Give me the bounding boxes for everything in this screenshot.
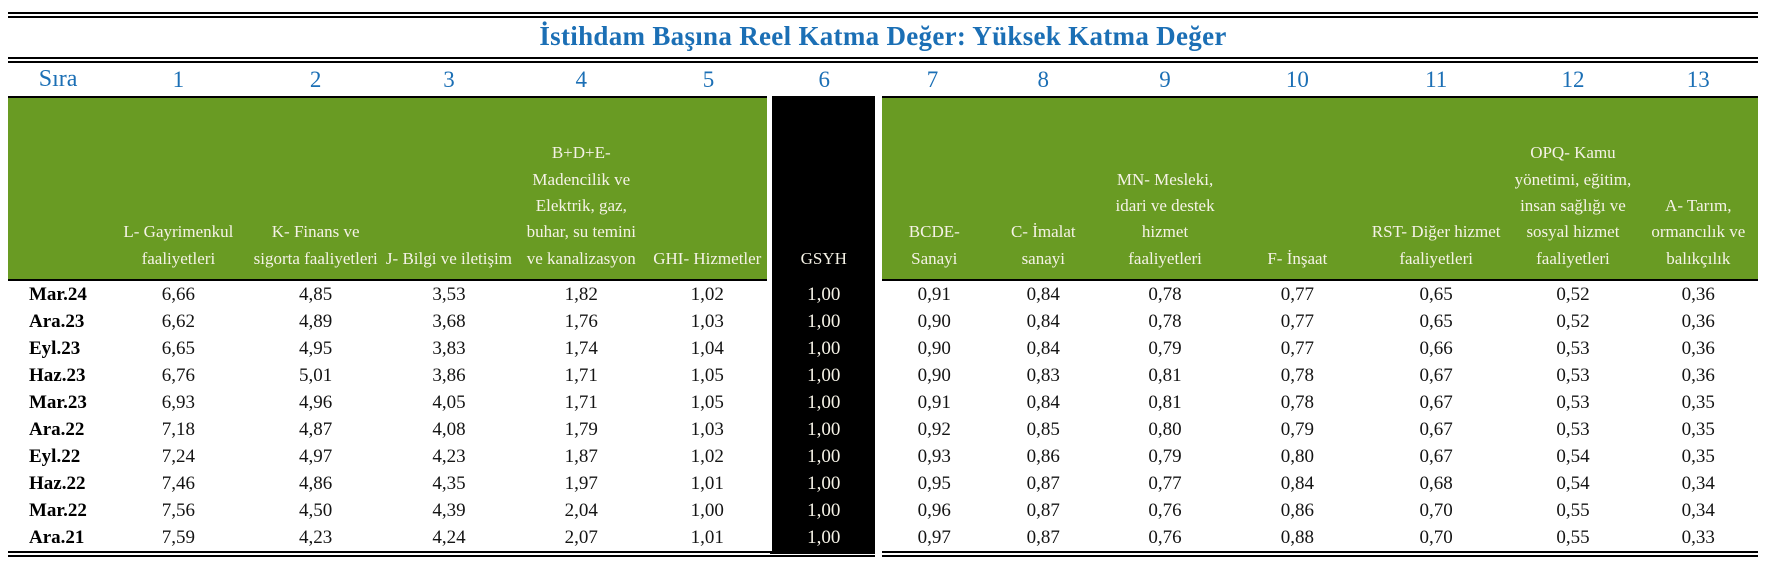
data-cell: 0,67 [1365, 416, 1507, 443]
row-label: Ara.23 [8, 308, 108, 335]
data-cell: 3,86 [383, 362, 515, 389]
data-cell: 0,67 [1365, 443, 1507, 470]
data-cell: 0,79 [1100, 443, 1229, 470]
data-cell-gsyh: 1,00 [770, 497, 879, 524]
data-cell: 0,79 [1100, 335, 1229, 362]
column-header: OPQ- Kamu yönetimi, eğitim, insan sağlığı ve sosyal hizmet faaliyetleri [1507, 97, 1638, 280]
table-row [8, 524, 1758, 554]
rank-cell: 13 [1639, 63, 1758, 97]
data-cell: 4,08 [383, 416, 515, 443]
data-cell: 1,87 [515, 443, 647, 470]
column-header: K- Finans ve sigorta faaliyetleri [249, 97, 383, 280]
data-cell: 7,24 [108, 443, 248, 470]
data-cell: 0,81 [1100, 362, 1229, 389]
data-cell: 0,78 [1100, 308, 1229, 335]
data-cell: 1,79 [515, 416, 647, 443]
data-cell-gsyh: 1,00 [770, 389, 879, 416]
table-row [8, 308, 1758, 335]
data-cell: 1,04 [647, 335, 769, 362]
rank-cell: 8 [986, 63, 1100, 97]
table-row [8, 362, 1758, 389]
data-cell: 0,93 [879, 443, 986, 470]
data-cell: 0,68 [1365, 470, 1507, 497]
data-cell: 0,97 [879, 524, 986, 554]
data-cell: 0,36 [1639, 280, 1758, 308]
data-cell: 0,36 [1639, 362, 1758, 389]
data-cell: 0,84 [986, 335, 1100, 362]
data-cell: 4,85 [249, 280, 383, 308]
data-cell: 0,77 [1230, 335, 1365, 362]
table-row [8, 497, 1758, 524]
data-cell: 0,86 [1230, 497, 1365, 524]
data-cell: 7,46 [108, 470, 248, 497]
data-cell: 1,82 [515, 280, 647, 308]
rank-row [8, 63, 1758, 97]
data-cell: 0,90 [879, 362, 986, 389]
data-cell: 0,53 [1507, 389, 1638, 416]
data-cell-gsyh: 1,00 [770, 524, 879, 554]
data-cell: 0,53 [1507, 416, 1638, 443]
data-cell: 0,77 [1230, 308, 1365, 335]
data-cell: 0,76 [1100, 497, 1229, 524]
data-cell-gsyh: 1,00 [770, 470, 879, 497]
row-label: Eyl.22 [8, 443, 108, 470]
data-cell: 0,88 [1230, 524, 1365, 554]
rank-cell: 6 [770, 63, 879, 97]
data-cell: 6,62 [108, 308, 248, 335]
data-cell: 1,71 [515, 389, 647, 416]
rank-row-label: Sıra [8, 63, 108, 97]
data-cell: 4,39 [383, 497, 515, 524]
column-header-gsyh: GSYH [770, 97, 879, 280]
data-cell-gsyh: 1,00 [770, 416, 879, 443]
data-cell: 0,65 [1365, 308, 1507, 335]
data-cell: 0,70 [1365, 524, 1507, 554]
data-cell: 3,83 [383, 335, 515, 362]
data-cell: 1,05 [647, 362, 769, 389]
rank-cell: 12 [1507, 63, 1638, 97]
data-cell: 0,96 [879, 497, 986, 524]
table-body [8, 280, 1758, 554]
data-cell: 4,87 [249, 416, 383, 443]
data-cell: 1,03 [647, 308, 769, 335]
rank-cell: 1 [108, 63, 248, 97]
data-cell-gsyh: 1,00 [770, 443, 879, 470]
table-row [8, 416, 1758, 443]
data-cell: 4,97 [249, 443, 383, 470]
data-cell: 4,86 [249, 470, 383, 497]
data-cell: 0,35 [1639, 443, 1758, 470]
data-cell: 0,84 [986, 389, 1100, 416]
rank-cell: 3 [383, 63, 515, 97]
data-cell: 1,00 [647, 497, 769, 524]
data-cell: 0,67 [1365, 389, 1507, 416]
data-cell: 4,24 [383, 524, 515, 554]
data-cell: 0,55 [1507, 497, 1638, 524]
data-cell: 0,90 [879, 308, 986, 335]
data-cell: 1,76 [515, 308, 647, 335]
column-header: C- İmalat sanayi [986, 97, 1100, 280]
header-corner-cell [8, 97, 108, 280]
data-cell: 1,02 [647, 280, 769, 308]
data-cell: 3,53 [383, 280, 515, 308]
data-cell: 0,65 [1365, 280, 1507, 308]
rank-cell: 4 [515, 63, 647, 97]
data-cell: 0,36 [1639, 335, 1758, 362]
data-cell: 0,91 [879, 280, 986, 308]
column-header: B+D+E- Madencilik ve Elektrik, gaz, buhar, su temini ve kanalizasyon [515, 97, 647, 280]
data-cell: 4,05 [383, 389, 515, 416]
row-label: Haz.22 [8, 470, 108, 497]
table-row [8, 470, 1758, 497]
row-label: Eyl.23 [8, 335, 108, 362]
column-header: F- İnşaat [1230, 97, 1365, 280]
data-cell: 0,84 [1230, 470, 1365, 497]
data-cell: 0,52 [1507, 280, 1638, 308]
data-cell: 0,85 [986, 416, 1100, 443]
data-cell: 4,50 [249, 497, 383, 524]
data-cell: 0,83 [986, 362, 1100, 389]
data-cell: 0,95 [879, 470, 986, 497]
data-cell: 0,84 [986, 280, 1100, 308]
table-row [8, 335, 1758, 362]
data-cell: 0,53 [1507, 335, 1638, 362]
data-cell: 0,92 [879, 416, 986, 443]
data-cell-gsyh: 1,00 [770, 308, 879, 335]
rank-cell: 9 [1100, 63, 1229, 97]
column-header: GHI- Hizmetler [647, 97, 769, 280]
data-cell: 0,34 [1639, 497, 1758, 524]
table-row [8, 443, 1758, 470]
data-cell: 0,54 [1507, 470, 1638, 497]
table-title: İstihdam Başına Reel Katma Değer: Yüksek Katma Değer [8, 12, 1758, 63]
rank-cell: 10 [1230, 63, 1365, 97]
data-cell: 0,79 [1230, 416, 1365, 443]
rank-cell: 11 [1365, 63, 1507, 97]
row-label: Haz.23 [8, 362, 108, 389]
data-cell: 0,54 [1507, 443, 1638, 470]
data-cell: 1,02 [647, 443, 769, 470]
row-label: Mar.22 [8, 497, 108, 524]
data-cell: 0,35 [1639, 416, 1758, 443]
rank-cell: 7 [879, 63, 986, 97]
column-header: BCDE- Sanayi [879, 97, 986, 280]
column-header: RST- Diğer hizmet faaliyetleri [1365, 97, 1507, 280]
data-cell: 5,01 [249, 362, 383, 389]
data-cell: 6,93 [108, 389, 248, 416]
data-cell: 4,96 [249, 389, 383, 416]
data-cell: 0,86 [986, 443, 1100, 470]
row-label: Mar.23 [8, 389, 108, 416]
data-cell: 1,01 [647, 524, 769, 554]
column-header: MN- Mesleki, idari ve destek hizmet faaliyetleri [1100, 97, 1229, 280]
data-cell: 0,77 [1100, 470, 1229, 497]
data-cell: 0,34 [1639, 470, 1758, 497]
data-table [8, 63, 1758, 557]
data-cell: 0,67 [1365, 362, 1507, 389]
data-cell: 0,53 [1507, 362, 1638, 389]
column-header: L- Gayrimenkul faaliyetleri [108, 97, 248, 280]
data-cell: 1,01 [647, 470, 769, 497]
data-cell: 7,18 [108, 416, 248, 443]
row-label: Mar.24 [8, 280, 108, 308]
data-cell: 2,07 [515, 524, 647, 554]
data-cell: 6,66 [108, 280, 248, 308]
data-cell: 2,04 [515, 497, 647, 524]
data-cell: 1,97 [515, 470, 647, 497]
data-cell: 6,65 [108, 335, 248, 362]
table-row [8, 280, 1758, 308]
data-cell: 0,78 [1230, 389, 1365, 416]
data-cell: 7,56 [108, 497, 248, 524]
data-cell: 0,76 [1100, 524, 1229, 554]
data-cell: 0,35 [1639, 389, 1758, 416]
data-cell: 0,66 [1365, 335, 1507, 362]
data-cell: 3,68 [383, 308, 515, 335]
data-cell: 0,90 [879, 335, 986, 362]
data-cell: 1,74 [515, 335, 647, 362]
data-cell-gsyh: 1,00 [770, 335, 879, 362]
data-cell: 4,89 [249, 308, 383, 335]
data-cell: 0,36 [1639, 308, 1758, 335]
data-cell: 0,84 [986, 308, 1100, 335]
data-cell: 1,05 [647, 389, 769, 416]
data-cell: 4,23 [249, 524, 383, 554]
data-cell: 1,03 [647, 416, 769, 443]
data-cell: 0,87 [986, 524, 1100, 554]
data-cell: 4,35 [383, 470, 515, 497]
data-cell: 0,80 [1100, 416, 1229, 443]
table-row [8, 389, 1758, 416]
data-cell: 0,91 [879, 389, 986, 416]
row-label: Ara.21 [8, 524, 108, 554]
report-page [8, 12, 1758, 557]
data-cell: 1,71 [515, 362, 647, 389]
data-cell: 0,70 [1365, 497, 1507, 524]
data-cell: 0,78 [1100, 280, 1229, 308]
rank-cell: 5 [647, 63, 769, 97]
data-cell: 7,59 [108, 524, 248, 554]
rank-cell: 2 [249, 63, 383, 97]
data-cell: 0,77 [1230, 280, 1365, 308]
data-cell: 6,76 [108, 362, 248, 389]
data-cell: 0,80 [1230, 443, 1365, 470]
data-cell-gsyh: 1,00 [770, 280, 879, 308]
column-header-row [8, 97, 1758, 280]
data-cell: 0,87 [986, 470, 1100, 497]
data-cell-gsyh: 1,00 [770, 362, 879, 389]
data-cell: 4,23 [383, 443, 515, 470]
data-cell: 0,33 [1639, 524, 1758, 554]
data-cell: 0,87 [986, 497, 1100, 524]
data-cell: 4,95 [249, 335, 383, 362]
data-cell: 0,52 [1507, 308, 1638, 335]
data-cell: 0,81 [1100, 389, 1229, 416]
column-header: A- Tarım, ormancılık ve balıkçılık [1639, 97, 1758, 280]
row-label: Ara.22 [8, 416, 108, 443]
data-cell: 0,78 [1230, 362, 1365, 389]
data-cell: 0,55 [1507, 524, 1638, 554]
column-header: J- Bilgi ve iletişim [383, 97, 515, 280]
